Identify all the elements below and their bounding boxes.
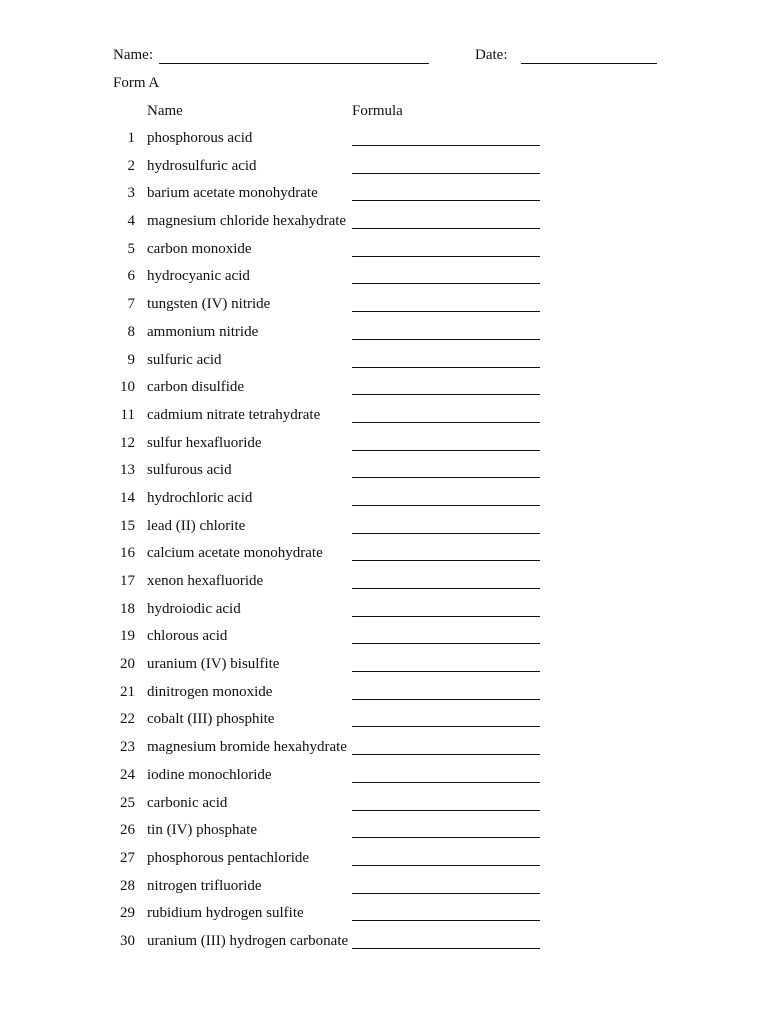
form-label: Form A <box>113 75 160 91</box>
compound-name: lead (II) chlorite <box>147 517 246 534</box>
question-row <box>0 239 770 267</box>
question-number: 23 <box>120 739 135 756</box>
question-number: 6 <box>127 268 135 285</box>
compound-name: carbon monoxide <box>147 240 252 257</box>
formula-answer-field[interactable] <box>352 560 540 561</box>
formula-answer-field[interactable] <box>352 726 540 727</box>
column-header-formula: Formula <box>352 103 403 119</box>
question-number: 10 <box>120 379 135 396</box>
question-row <box>0 765 770 793</box>
question-row <box>0 848 770 876</box>
question-row <box>0 183 770 211</box>
compound-name: iodine monochloride <box>147 766 272 783</box>
question-number: 11 <box>120 406 135 423</box>
compound-name: sulfur hexafluoride <box>147 434 262 451</box>
column-header-name: Name <box>147 103 183 119</box>
question-number: 20 <box>120 656 135 673</box>
formula-answer-field[interactable] <box>352 616 540 617</box>
question-list <box>0 128 770 959</box>
question-number: 26 <box>120 822 135 839</box>
question-number: 8 <box>127 323 135 340</box>
question-row <box>0 294 770 322</box>
compound-name: hydrocyanic acid <box>147 268 250 285</box>
question-number: 22 <box>120 711 135 728</box>
compound-name: sulfurous acid <box>147 462 232 479</box>
compound-name: dinitrogen monoxide <box>147 683 273 700</box>
compound-name: phosphorous pentachloride <box>147 849 310 866</box>
compound-name: uranium (III) hydrogen carbonate <box>147 932 349 949</box>
formula-answer-field[interactable] <box>352 865 540 866</box>
question-number: 12 <box>120 434 135 451</box>
question-number: 29 <box>120 905 135 922</box>
question-row <box>0 488 770 516</box>
question-row <box>0 599 770 627</box>
formula-answer-field[interactable] <box>352 256 540 257</box>
question-number: 24 <box>120 766 135 783</box>
formula-answer-field[interactable] <box>352 173 540 174</box>
compound-name: ammonium nitride <box>147 323 259 340</box>
date-label: Date: <box>475 47 508 63</box>
compound-name: magnesium chloride hexahydrate <box>147 213 347 230</box>
formula-answer-field[interactable] <box>352 311 540 312</box>
question-number: 2 <box>127 157 135 174</box>
question-number: 9 <box>127 351 135 368</box>
question-number: 18 <box>120 600 135 617</box>
compound-name: xenon hexafluoride <box>147 573 264 589</box>
question-number: 4 <box>127 213 135 230</box>
question-number: 7 <box>127 296 135 313</box>
question-row <box>0 654 770 682</box>
compound-name: uranium (IV) bisulfite <box>147 656 280 673</box>
formula-answer-field[interactable] <box>352 920 540 921</box>
question-row <box>0 737 770 765</box>
question-row <box>0 571 770 599</box>
compound-name: sulfuric acid <box>147 351 222 368</box>
question-number: 17 <box>120 573 135 589</box>
formula-answer-field[interactable] <box>352 948 540 949</box>
question-row <box>0 820 770 848</box>
formula-answer-field[interactable] <box>352 893 540 894</box>
date-field[interactable] <box>521 45 657 64</box>
question-number: 27 <box>120 849 135 866</box>
formula-answer-field[interactable] <box>352 699 540 700</box>
formula-answer-field[interactable] <box>352 339 540 340</box>
question-row <box>0 709 770 737</box>
question-row <box>0 350 770 378</box>
formula-answer-field[interactable] <box>352 533 540 534</box>
question-row <box>0 793 770 821</box>
formula-answer-field[interactable] <box>352 367 540 368</box>
question-row <box>0 626 770 654</box>
compound-name: hydroiodic acid <box>147 600 241 617</box>
formula-answer-field[interactable] <box>352 450 540 451</box>
name-field[interactable] <box>159 45 429 64</box>
formula-answer-field[interactable] <box>352 671 540 672</box>
compound-name: cobalt (III) phosphite <box>147 711 275 728</box>
compound-name: hydrochloric acid <box>147 489 253 506</box>
question-number: 25 <box>120 794 135 811</box>
question-number: 19 <box>120 628 135 645</box>
compound-name: calcium acetate monohydrate <box>147 545 323 562</box>
question-row <box>0 433 770 461</box>
formula-answer-field[interactable] <box>352 505 540 506</box>
question-row <box>0 460 770 488</box>
question-row <box>0 128 770 156</box>
formula-answer-field[interactable] <box>352 228 540 229</box>
question-row <box>0 876 770 904</box>
formula-answer-field[interactable] <box>352 754 540 755</box>
question-row <box>0 682 770 710</box>
compound-name: hydrosulfuric acid <box>147 157 257 174</box>
question-number: 28 <box>120 877 135 894</box>
formula-answer-field[interactable] <box>352 283 540 284</box>
question-number: 21 <box>120 683 135 700</box>
formula-answer-field[interactable] <box>352 394 540 395</box>
compound-name: magnesium bromide hexahydrate <box>147 739 347 756</box>
question-number: 13 <box>120 462 135 479</box>
formula-answer-field[interactable] <box>352 782 540 783</box>
compound-name: tin (IV) phosphate <box>147 822 257 839</box>
question-row <box>0 903 770 931</box>
question-number: 5 <box>127 240 135 257</box>
question-number: 1 <box>127 130 135 146</box>
compound-name: cadmium nitrate tetrahydrate <box>147 406 321 423</box>
question-number: 16 <box>120 545 135 562</box>
compound-name: chlorous acid <box>147 628 228 645</box>
formula-answer-field[interactable] <box>352 810 540 811</box>
worksheet-header <box>113 45 673 67</box>
compound-name: nitrogen trifluoride <box>147 877 262 894</box>
question-row <box>0 156 770 184</box>
formula-answer-field[interactable] <box>352 200 540 201</box>
question-row <box>0 931 770 959</box>
question-number: 15 <box>120 517 135 534</box>
compound-name: carbonic acid <box>147 794 228 811</box>
question-row <box>0 322 770 350</box>
formula-answer-field[interactable] <box>352 837 540 838</box>
question-row <box>0 211 770 239</box>
question-row <box>0 543 770 571</box>
compound-name: barium acetate monohydrate <box>147 185 318 202</box>
formula-answer-field[interactable] <box>352 145 540 146</box>
question-row <box>0 266 770 294</box>
name-label: Name: <box>113 47 153 63</box>
question-row <box>0 377 770 405</box>
formula-answer-field[interactable] <box>352 643 540 644</box>
formula-answer-field[interactable] <box>352 477 540 478</box>
question-number: 14 <box>120 489 135 506</box>
formula-answer-field[interactable] <box>352 422 540 423</box>
compound-name: phosphorous acid <box>147 130 253 146</box>
compound-name: carbon disulfide <box>147 379 245 396</box>
compound-name: rubidium hydrogen sulfite <box>147 905 304 922</box>
question-number: 3 <box>127 185 135 202</box>
formula-answer-field[interactable] <box>352 588 540 589</box>
compound-name: tungsten (IV) nitride <box>147 296 271 313</box>
question-row <box>0 516 770 544</box>
question-row <box>0 405 770 433</box>
question-number: 30 <box>120 932 135 949</box>
